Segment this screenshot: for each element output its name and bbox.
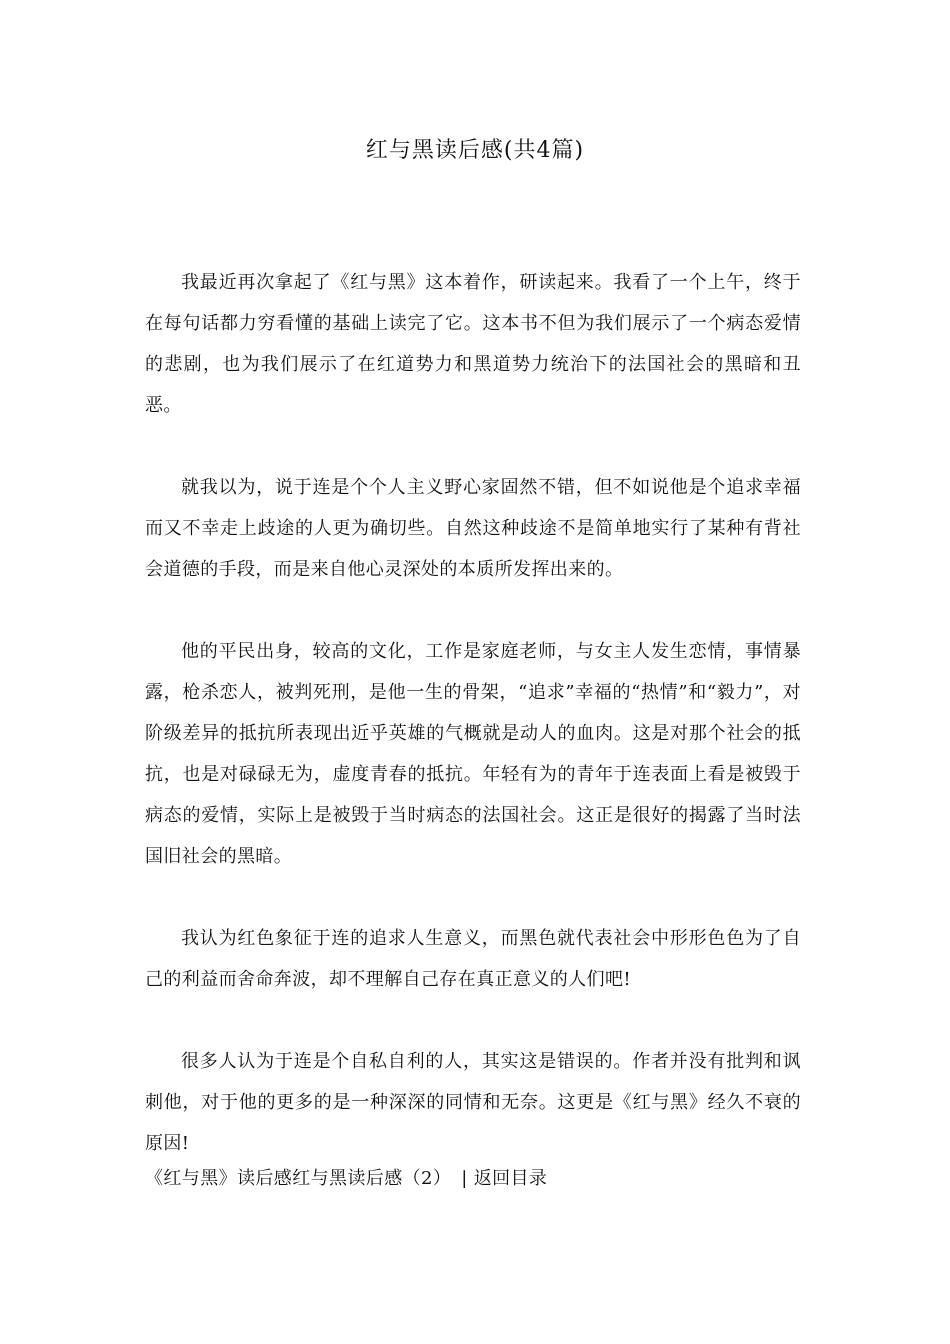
paragraph-1: 我最近再次拿起了《红与黑》这本着作，研读起来。我看了一个上午，终于在每句话都力穷看懂的基础上读完了它。这本书不但为我们展示了一个病态爱情的悲剧，也为我们展示了在红道势力和黑道势力统治下的法国社会的黑暗和丑恶。 [145,272,801,416]
next-article-link[interactable]: 《红与黑》读后感红与黑读后感（2） [145,1168,452,1189]
paragraph-2: 就我以为，说于连是个个人主义野心家固然不错，但不如说他是个追求幸福而又不幸走上歧途的人更为确切些。自然这种歧途不是简单地实行了某种有背社会道德的手段，而是来自他心灵深处的本质所发挥出来的。 [145,477,801,580]
paragraph-5: 很多人认为于连是个自私自利的人，其实这是错误的。作者并没有批判和讽刺他，对于他的更多的是一种深深的同情和无奈。这更是《红与黑》经久不衰的原因! [145,1051,801,1154]
footer-navigation [145,1164,801,1194]
document-body [145,262,801,1194]
footer-separator: | [461,1168,468,1189]
paragraph-4: 我认为红色象征于连的追求人生意义，而黑色就代表社会中形形色色为了自己的利益而舍命奔波，却不理解自己存在真正意义的人们吧! [145,928,801,990]
page-title: 红与黑读后感(共4篇) [365,138,585,163]
back-to-contents-link[interactable]: 返回目录 [473,1168,548,1189]
paragraph-3: 他的平民出身，较高的文化，工作是家庭老师，与女主人发生恋情，事情暴露，枪杀恋人，被判死刑，是他一生的骨架，“追求”幸福的“热情”和“毅力”，对阶级差异的抵抗所表现出近乎英雄的气概就是动人的血肉。这是对那个社会的抵抗，也是对碌碌无为，虚度青春的抵抗。年轻有为的青年于连表面上看是被毁于病态的爱情，实际上是被毁于当时病态的法国社会。这正是很好的揭露了当时法国旧社会的黑暗。 [145,641,801,867]
